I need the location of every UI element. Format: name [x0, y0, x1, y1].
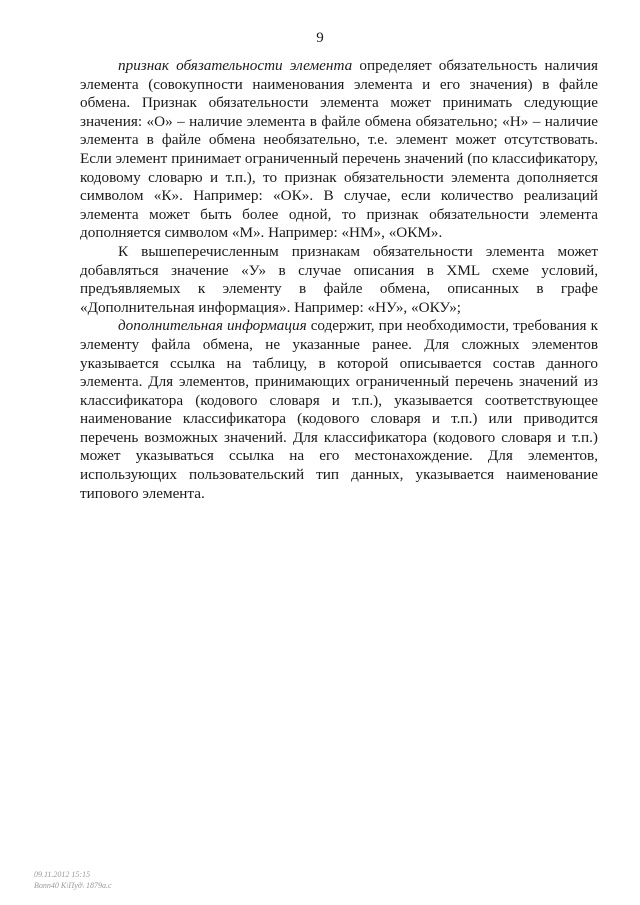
paragraph-text: определяет обязательность наличия элемента (совокупности наименования элемента и его значения) в файле обмена. Признак обязательности элемента может принимать следующие значения: «О» – наличие элемента в файле обмена обязательно; «Н» – наличие элемента в файле обмена необязательно, т.е. элемент может отсутствовать. Если элемент принимает ограниченный перечень значений (по классификатору, кодовому словарю и т.п.), то признак обязательности элемента дополняется символом «К». Например: «ОК». В случае, если количество реализаций элемента может быть более одной, то признак обязательности элемента дополняется символом «М». Например: «НМ», «ОКМ».: [80, 57, 598, 242]
footer-stamp: [34, 869, 112, 891]
footer-file-path: Bonn40 К\Пуд\ 1879а.с: [34, 881, 112, 890]
paragraph-mandatory-flag: [80, 57, 598, 243]
term-mandatory-flag: признак обязательности элемента: [118, 57, 353, 74]
paragraph-condition-flag: [80, 243, 598, 317]
paragraph-text: К вышеперечисленным признакам обязательности элемента может добавляться значение «У» в случае описания в XML схеме условий, предъявляемых к элементу в файле обмена, описанных в графе «Дополнительная информация». Например: «НУ», «ОКУ»;: [80, 242, 598, 316]
page-number: 9: [316, 30, 324, 46]
paragraph-additional-info: [80, 317, 598, 503]
footer-timestamp: 09.11.2012 15:15: [34, 870, 91, 879]
paragraph-text: содержит, при необходимости, требования к элементу файла обмена, не указанные ранее. Для сложных элементов указывается ссылка на таблицу, в которой описывается состав данного элемента. Для элементов, принимающих ограниченный перечень значений из классификатора (кодового словаря и т.п.), указывается соответствующее наименование классификатора (кодового словаря и т.п.) или приводится перечень возможных значений. Для классификатора (кодового словаря и т.п.) может указываться ссылка на его местонахождение. Для элементов, использующих пользовательский тип данных, указывается наименование типового элемента.: [80, 317, 598, 502]
term-additional-info: дополнительная информация: [118, 317, 307, 335]
document-body: [80, 57, 598, 503]
